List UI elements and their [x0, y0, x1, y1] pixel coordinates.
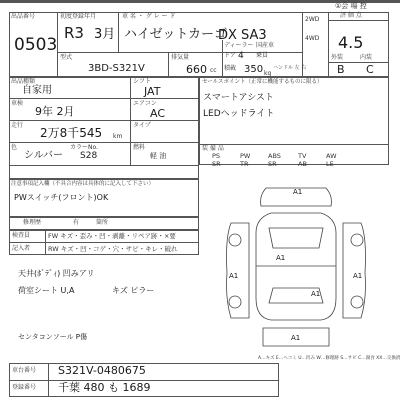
- load-capacity: 350: [244, 64, 264, 75]
- shift-label: シフト: [133, 78, 152, 85]
- damage-mark: A1: [293, 188, 303, 196]
- mileage-label: 走行: [11, 122, 24, 129]
- selling-points-box: [199, 77, 389, 165]
- divider: [9, 242, 199, 243]
- writer-label: 記入者: [12, 245, 31, 252]
- equipment-item: PS: [212, 152, 221, 160]
- color: シルバー: [24, 150, 64, 161]
- car-top-outline: [256, 213, 336, 320]
- aircon-label: エアコン: [133, 100, 157, 107]
- handle-label: ハンドル 左 右: [273, 65, 307, 71]
- damage-note-4: センタコンソール P傷: [18, 333, 88, 341]
- chassis-number: S321V-0480675: [58, 364, 146, 377]
- damage-mark: A1: [311, 290, 321, 298]
- door-label: ドア: [224, 52, 236, 59]
- model-label: 型式: [60, 54, 73, 61]
- cc-label: cc: [210, 67, 217, 74]
- equipment-item: SR: [268, 160, 277, 168]
- kg-label: kg: [264, 70, 272, 77]
- light-oil-label: 軽 油: [150, 152, 167, 160]
- wheel-icon: [351, 234, 363, 246]
- repair-label: 修理歴: [23, 219, 42, 226]
- grade: DX SA3: [218, 28, 267, 43]
- equipment-item: ABS: [268, 152, 281, 160]
- exterior-label: 外装: [331, 54, 344, 61]
- wheel-icon: [229, 234, 241, 246]
- auction-house-label: ①会 場 控: [335, 2, 367, 10]
- equipment-item: AB: [298, 160, 307, 168]
- divider: [222, 40, 223, 77]
- equipment-item: AW: [326, 152, 337, 160]
- damage-mark: A1: [291, 334, 301, 342]
- notes-text: PWスイッチ(フロント)OK: [14, 193, 109, 202]
- divider: [9, 165, 199, 166]
- repair-yes: 有: [73, 219, 80, 226]
- equipment-item: TR: [240, 160, 249, 168]
- divider: [9, 142, 199, 143]
- check-row-fw: FW キズ・歪み・凹・剥離・リペア跡・×要: [48, 232, 176, 240]
- repair-location-label: 箇所: [96, 219, 109, 226]
- inspection-label: 車検: [11, 100, 24, 107]
- wheel-icon: [351, 296, 363, 308]
- door-count: 4: [238, 51, 244, 61]
- damage-note-2: 荷室シート U,A: [18, 286, 75, 295]
- equipment-item: LE: [326, 160, 334, 168]
- reg-era: R3: [64, 24, 84, 42]
- score-label: 評 価 点: [340, 12, 362, 19]
- divider: [328, 12, 329, 77]
- shift: JAT: [144, 85, 161, 98]
- divider: [328, 20, 389, 21]
- damage-mark: A1: [353, 272, 363, 280]
- selling-point-2: LEDヘッドライト: [203, 109, 275, 119]
- displacement: 660: [186, 63, 207, 76]
- aircon: AC: [150, 107, 166, 120]
- equipment-item: TV: [298, 152, 307, 160]
- divider: [9, 98, 199, 99]
- km-label: km: [113, 133, 123, 140]
- divider: [199, 144, 389, 145]
- seat-label: 乗員: [256, 52, 269, 59]
- total-score: 4.5: [338, 33, 364, 52]
- selling-point-1: スマートアシスト: [203, 93, 274, 103]
- lot-type-label: 出品種類: [11, 78, 36, 85]
- chassis-label: 車台番号: [12, 367, 37, 374]
- wheel-icon: [229, 296, 241, 308]
- model-code: 3BD-S321V: [88, 63, 145, 74]
- displacement-label: 排気量: [171, 54, 190, 61]
- equipment-item: SR: [212, 160, 221, 168]
- inspector-label: 検査員: [12, 232, 31, 239]
- damage-mark: A1: [276, 254, 286, 262]
- dealer-label: ディーラー: [224, 42, 254, 49]
- interior-score: C: [366, 63, 374, 76]
- mileage: 2万8千545: [40, 126, 103, 140]
- reg-month: 3月: [94, 27, 116, 42]
- name-grade-label: 車 名 ・ グ レ ー ド: [122, 13, 176, 20]
- divider: [118, 12, 119, 52]
- color-code: S28: [80, 151, 98, 161]
- notes-label: 注意事項記入欄（不具合内容は具体的に記入して下さい）: [11, 181, 155, 187]
- selling-points-label: セールスポイント（正常に機能するものに限る）: [202, 79, 323, 85]
- fourwd-label: 4WD: [305, 35, 320, 42]
- divider: [9, 120, 199, 121]
- windshield: [269, 228, 323, 248]
- color-no-label: カラーNo.: [70, 144, 98, 151]
- legend: A…キズ E…ヘコミ U…凹み W…修理跡 S…サビ C…腐食 XX…交換済: [258, 356, 400, 361]
- damage-note-1: 天井(ﾎﾞﾃﾞｨ) 凹みアリ: [18, 269, 95, 278]
- damage-mark: A1: [229, 272, 239, 280]
- first-reg-label: 初度登録年月: [60, 13, 97, 20]
- plate-label: 登録番号: [12, 384, 37, 391]
- lot-number: 0503: [14, 35, 58, 55]
- equipment-label: 装 備 品: [202, 145, 224, 152]
- divider: [168, 52, 169, 77]
- equipment-item: PW: [240, 152, 251, 160]
- twowd-label: 2WD: [305, 16, 320, 23]
- car-diagram: [201, 178, 391, 356]
- lot-type: 自家用: [22, 85, 52, 96]
- plate-number: 千葉 480 も 1689: [58, 381, 151, 394]
- model-name: ハイゼットカーゴ: [124, 27, 227, 42]
- divider: [130, 77, 131, 165]
- fuel-label: 燃料: [133, 144, 146, 151]
- inspection: 9年 2月: [35, 105, 75, 118]
- interior-label: 内装: [360, 54, 373, 61]
- lot-no-label: 出品番号: [11, 13, 36, 20]
- check-row-rw: RW キズ・凹・コゲ・穴・サビ・キレ・破れ: [48, 245, 178, 253]
- type-label: タイプ: [133, 122, 151, 129]
- load-label: 積載: [224, 65, 237, 72]
- damage-note-3: キズ ピラー: [112, 286, 155, 295]
- exterior-score: B: [337, 63, 345, 76]
- color-label: 色: [11, 144, 18, 151]
- domestic-label: 国産車: [256, 42, 275, 49]
